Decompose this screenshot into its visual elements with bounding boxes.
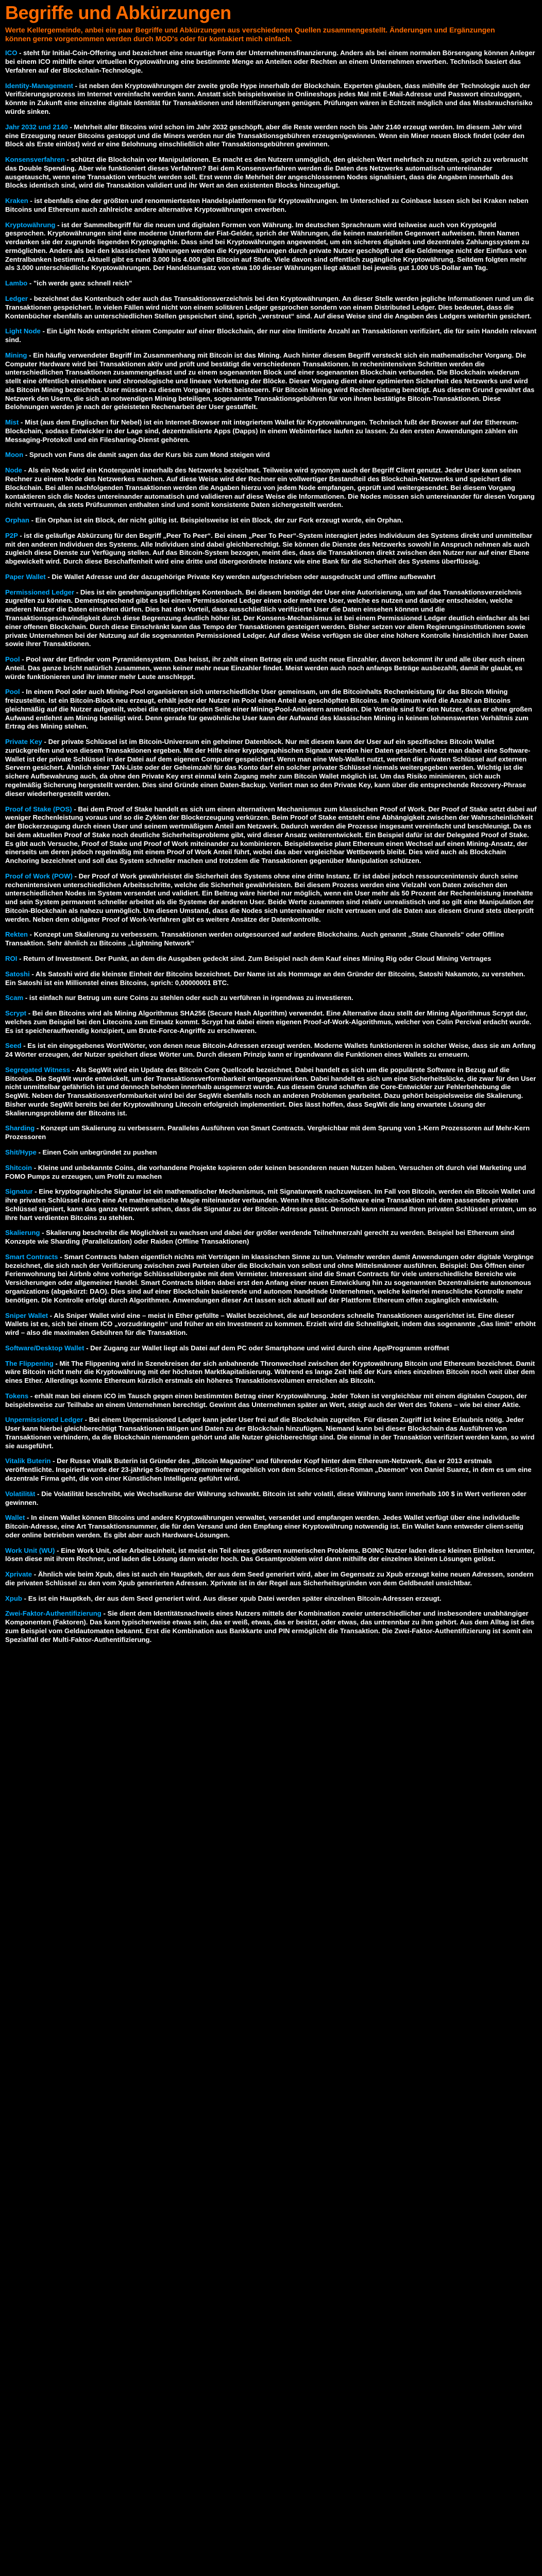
glossary-entry — [5, 805, 537, 866]
glossary-list — [5, 49, 537, 1651]
glossary-entry — [5, 1457, 537, 1483]
glossary-entry — [5, 49, 537, 75]
glossary-term: P2P — [5, 531, 18, 539]
glossary-term: Kraken — [5, 197, 28, 205]
glossary-definition: - In einem Pool oder auch Mining-Pool organisieren sich unterschiedliche User gemeinsam, um die Bitcoinhalts Rechenleistung für das Bitcoin Mining freizustellen. Ist ein Bitcoin-Block neu erzeugt, erhält jeder der Nutzer im Pool einen Anteil an geschöpften Bitcoins. Im Optimum wird die Anzahl an Bitcoins gleichmäßig auf die Nutzer aufgeteilt, wobei die entsprechenden Seite einer Mining-Pool-Anbietern anmelden. Die Vorteile sind für den Nutzer, dass er ohne großen Aufwand entlehnt am Mining beteiligt wird. Denn gerade für gewöhnliche User kann der Aufwand des klassischen Mining in keinem lohnenswerten Verhältnis zum Ertrag des Mining stehen. — [5, 688, 532, 731]
glossary-definition: - Bei dem Proof of Stake handelt es sich um einen alternativen Mechanismus zum klassischen Proof of Work. Der Proof of Stake setzt dabei auf weniger Rechenleistung voraus und so die Zyklen der Blockerzeugung verkürzen. Beim Proof of Stake entsteht eine Abhängigkeit zwischen der Wahrscheinlichkeit der Blockerzeugung durch einen User und seinem wertmäßigem Anteil am Netzwerk. Dadurch werden die Prozesse insgesamt vereinfacht und beschleunigt. Da es bei dem aktuellen Proof of Stake noch deutliche Sicherheitsprobleme gibt, wird dieser Ansatz weiterentwickelt. Ein Beispiel dafür ist der Delegated Proof of Stake. Es gibt auch Versuche, Proof of Stake und Proof of Work miteinander zu kombinieren. Beispielsweise plant Ethereum einen Wechsel auf einen Mining-Ansatz, der einerseits um deren jedoch regelmäßig mit einem Proof of Work Anteil führt, wobei das aber vergleichbar Wettbewerb bleibt. Dies wird auch als Blockchain Anchoring bezeichnet und soll das System schneller machen und trotzdem die Transaktionen gegenüber Manipulation schützen. — [5, 805, 537, 865]
glossary-entry — [5, 1312, 537, 1337]
glossary-term: Seed — [5, 1042, 22, 1050]
glossary-definition: - Bei einem Unpermissioned Ledger kann jeder User frei auf die Blockchain zugreifen. Für diesen Zugriff ist keine Erlaubnis nötig. Jeder User kann hierbei gleichberechtigt Transaktionen tätigen und Daten zu der Blockchain hinzufügen. Niemand kann bei dieser Blockchain das Ausführen von Transaktionen verhindern, da die Blockchain niemandem gehört und alle Nutzer gleichberechtigt sind. Die einmal in der Transaktion verifiziert werden kann, so wird sie ausgeführt. — [5, 1416, 535, 1450]
glossary-entry — [5, 1595, 537, 1603]
glossary-term: Permissioned Ledger — [5, 588, 75, 596]
glossary-definition: - erhält man bei einem ICO im Tausch gegen einen bestimmten Betrag einer Kryptowährung. Jeder Token ist vergleichbar mit einem digitalen Coupon, der beispielsweise zur Teilhabe an einem Unternehmen berechtigt. Gewinnt das Unternehmen später an Wert, steigt auch der Wert des Tokens – wie bei einer Aktie. — [5, 1392, 527, 1409]
glossary-entry — [5, 466, 537, 510]
glossary-term: Scrypt — [5, 1009, 27, 1018]
glossary-entry — [5, 970, 537, 988]
glossary-definition: - Es ist ein Hauptkeh, der aus dem Seed generiert wird. Aus dieser xpub Datei werden später einzelnen Bitcoin-Adressen erzeugt. — [24, 1594, 442, 1602]
glossary-term: Light Node — [5, 327, 41, 335]
glossary-entry — [5, 1392, 537, 1410]
glossary-entry — [5, 327, 537, 345]
glossary-term: Satoshi — [5, 970, 30, 978]
glossary-entry — [5, 156, 537, 190]
glossary-term: Skalierung — [5, 1229, 40, 1237]
glossary-definition: - ist neben den Kryptowährungen der zweite große Hype innerhalb der Blockchain. Experten glauben, dass mithilfe der Technologie auch der Verifizierungsprozess im Internet vereinfacht werden kann. Anstatt sich beispielsweise in Onlineshops jedes Mal mit E-Mail-Adresse und Passwort einzuloggen, könnte in Zukunft eine einzelne digitale Identität für Transaktionen und Identifizierungen genügen. Prüfungen wären in Echtzeit möglich und das Missbrauchsrisiko würde sinken. — [5, 81, 533, 115]
glossary-entry — [5, 1164, 537, 1181]
glossary-definition: - Pool war der Erfinder vom Pyramidensystem. Das heisst, ihr zahlt einen Betrag ein und sucht neue Einzahler, davon bekommt ihr und alle über euch einen Anteil. Das ganze bricht natürlich zusammen, wenn keiner mehr neue Einzahler findet. Meist werden auch noch anfangs Beträge ausbezahlt, damit ihr glaubt, es würde funktionieren und ihr immer mehr Leute anschleppt. — [5, 655, 525, 681]
glossary-term: Scam — [5, 994, 24, 1002]
glossary-term: Software/Desktop Wallet — [5, 1344, 84, 1352]
glossary-entry — [5, 1066, 537, 1118]
page-title: Begriffe und Abkürzungen — [5, 2, 231, 23]
glossary-definition: - Mist (aus dem Englischen für Nebel) ist ein Internet-Browser mit integriertem Wallet für Kryptowährungen. Technisch fußt der Browser auf der Ethereum-Blockchain, sodass Entwickler in der Lage sind, dezentralisierte Apps (Dapps) in einem Webinterface laufen zu lassen. Zu den ersten Anwendungen zählen ein Messaging-Protokoll und ein Filesharing-Dienst gehören. — [5, 418, 519, 444]
glossary-term: Shitcoin — [5, 1163, 32, 1172]
glossary-definition: - Der Russe Vitalik Buterin ist Gründer des „Bitcoin Magazine“ und führender Kopf hinter dem Ethereum-Netzwerk, das er 2013 erstmals veröffentlichte. Inspiriert wurde der 23-jährige Softwareprogrammierer angeblich von dem Science-Fiction-Roman „Daemon“ von Daniel Suarez, in dem es um eine dezentrale Firma geht, die von einer Künstlichen Intelligenz geführt wird. — [5, 1457, 532, 1482]
glossary-definition: - ist einfach nur Betrug um eure Coins zu stehlen oder euch zu verführen in irgendwas zu investieren. — [25, 994, 353, 1002]
glossary-entry — [5, 1253, 537, 1305]
glossary-term: Konsensverfahren — [5, 156, 65, 164]
glossary-definition: - Mit The Flippening wird in Szenekreisen der sich anbahnende Thronwechsel zwischen der Kryptowährung Bitcoin und Ethereum bezeichnet. Damit wäre Bitcoin nicht mehr die Kryptowährung mit der höchsten Marktkapitalisierung. Während es lange Zeit hieß der Kurs eines einzelnen Bitcoin noch weit über dem eines Ether. Allerdings konnte Ethereum kürzlich erstmals ein höheres Transaktionsvolumen erreichen als Bitcoin. — [5, 1359, 535, 1385]
glossary-entry — [5, 1609, 537, 1644]
glossary-term: Proof of Work (POW) — [5, 872, 73, 880]
glossary-term: Proof of Stake (POS) — [5, 805, 72, 813]
glossary-definition: - Als SegWit wird ein Update des Bitcoin Core Quellcode bezeichnet. Dabei handelt es sich um die populärste Software in Bezug auf die Bitcoins. Die SegWit wurde entwickelt, um der Transaktionsverformbarkeit entgegenzuwirken. Dabei handelt es sich um eine Sicherheitslücke, die zwar für den User nicht unmittelbar gefährlich ist und dennoch behoben innerhalb ausgemerzt wurde. Aus diesem Grund schaffen die Core-Entwickler zur Fehlerbehebung die SegWit. Neben der Transaktionsverformbarkeit wird bei der SegWit ebenfalls noch an anderen Problemen gearbeitet. Dazu gehört beispielsweise die Skalierung. Bisher wurde SegWit bereits bei der Kryptowährung Litecoin erfolgreich implementiert. Dies lässt hoffen, dass SegWit die lang erwartete Lösung der Skalierungsprobleme der Bitcoins ist. — [5, 1065, 536, 1117]
glossary-term: Orphan — [5, 516, 29, 524]
glossary-entry — [5, 688, 537, 731]
glossary-term: Unpermissioned Ledger — [5, 1416, 83, 1424]
glossary-term: Mist — [5, 418, 19, 427]
glossary-entry — [5, 1124, 537, 1142]
glossary-definition: - Der Proof of Work gewährleistet die Sicherheit des Systems ohne eine dritte Instanz. Er ist dabei jedoch ressourcenintensiv durch seine rechenintensiven unterschiedlichen Arbeitsschritte, welche die Sicherheit gewährleisten. Bei diesem Prozess werden eine Vielzahl von Daten zwischen den unterschiedlichen Nodes im System versendet und validiert. Ein Beitrag wäre hierbei nur möglich, wenn ein User mehr als 50 Prozent der Rechenleistung innehätte und sein System permanent schneller arbeitet als die Systeme der anderen User. Beide Werte zusammen sind relativ unrealistisch und so gilt eine Manipulation der Bitcoin-Blockchain als nahezu unmöglich. Um diesen Umstand, dass die Nodes sich untereinander nicht vertrauen und die Daten aus diesem Grund stets überprüft werden. Neben dem obligater Proof of Work-Verfahren gibt es weitere Ansätze der Datenkontrolle. — [5, 872, 534, 923]
glossary-definition: - Ein Orphan ist ein Block, der nicht gültig ist. Beispielsweise ist ein Block, der zur Fork erzeugt wurde, ein Orphan. — [31, 516, 403, 524]
glossary-term: Wallet — [5, 1514, 25, 1522]
glossary-term: Identity-Management — [5, 81, 73, 90]
glossary-term: Xpub — [5, 1594, 22, 1602]
glossary-term: Lambo — [5, 279, 28, 287]
glossary-entry — [5, 1344, 537, 1353]
glossary-term: Pool — [5, 655, 20, 664]
glossary-entry — [5, 1042, 537, 1059]
glossary-entry — [5, 123, 537, 149]
glossary-term: Moon — [5, 451, 24, 459]
glossary-definition: - Spruch von Fans die damit sagen das der Kurs bis zum Mond steigen wird — [25, 451, 270, 459]
glossary-entry — [5, 1547, 537, 1564]
glossary-entry — [5, 295, 537, 320]
glossary-entry — [5, 573, 537, 582]
glossary-term: Kryptowährung — [5, 221, 56, 229]
glossary-definition: - Eine kryptographische Signatur ist ein mathematischer Mechanismus, mit Signaturwerk nachzuweisen. Im Fall von Bitcoin, werden ein Bitcoin Wallet und ihre privaten Schlüssel durch eine Art mathematische Magie miteinander verbunden. Wenn Ihre Bitcoin-Software eine Transaktion mit dem passenden privaten Schlüssel signiert, kann das ganze Netzwerk sehen, dass die Signatur zu der Bitcoin-Adresse passt. Dennoch kann niemand Ihren privaten Schlüssel erraten, um so Ihre hart verdienten Bitcoins zu stehlen. — [5, 1188, 537, 1222]
glossary-entry — [5, 351, 537, 412]
glossary-definition: - Einen Coin unbegründet zu pushen — [38, 1148, 157, 1157]
glossary-entry — [5, 1009, 537, 1035]
glossary-definition: - Smart Contracts haben eigentlich nichts mit Verträgen im klassischen Sinne zu tun. Vielmehr werden damit Anwendungen oder digitale Vorgänge bezeichnet, die sich nach der Verifizierung zwischen zwei Parteien über die Blockchain von selbst und ohne Mittelsmänner ausführen. Beispiel: Das Öffnen einer Ferienwohnung bei Airbnb ohne vorherige Schlüsselübergabe mit dem Vermieter. Interessant sind die Smart Contracts für viele unterschiedliche Bereiche wie Versicherungen oder allgemeiner Handel. Smart Contracts bilden dabei erst den Anfang einer neuen Entwicklung hin zu sogenannten Dezentralisierte autonomous organizations (abgekürzt: DAO). Dies sind auf einer Blockchain basierende und autonom handelnde Unternehmen, welche keinerlei menschliche Kontrolle mehr benötigen. Die Kontrolle erfolgt durch Algorithmen. Anwendungen dieser Art lassen sich aktuell auf der Plattform Ethereum offen zugänglich entwickeln. — [5, 1252, 534, 1304]
glossary-entry — [5, 1360, 537, 1385]
glossary-term: ICO — [5, 49, 18, 57]
glossary-entry — [5, 994, 537, 1003]
glossary-definition: - Ähnlich wie beim Xpub, dies ist auch ein Hauptkeh, der aus dem Seed generiert wird, aber im Gegensatz zu Xpub erzeugt keine neuen Adressen, sondern die privaten Schlüssel zu den vom Xpub generierten Adressen. Xprivate ist in der Regel aus Sicherheitsgründen von dem Geldbeutel unsichtbar. — [5, 1570, 534, 1587]
glossary-definition: - Es ist ein eingegebenes Wort/Wörter, von denen neue Bitcoin-Adressen erzeugt werden. Moderne Wallets funktionieren in solcher Weise, dass sie am Anfang 24 Wörter erzeugen, der Nutzer speichert diese Wörter um. Durch diesem Prinzip kann er irgendwann die Funktionen eines Wallets zu erneuern. — [5, 1042, 536, 1059]
glossary-term: Pool — [5, 688, 20, 696]
glossary-term: Xprivate — [5, 1570, 32, 1579]
glossary-term: Signatur — [5, 1188, 33, 1196]
glossary-definition: - Der Zugang zur Wallet liegt als Datei auf dem PC oder Smartphone und wird durch eine App/Programm eröffnet — [86, 1344, 449, 1352]
glossary-entry — [5, 516, 537, 525]
glossary-definition: - Als ein Node wird ein Knotenpunkt innerhalb des Netzwerks bezeichnet. Teilweise wird synonym auch der Begriff Client genutzt. Jeder User kann seinen Rechner zu einem Node des Netzwerkes machen. Auf diese Weise wird der Rechner ein vollwertiger Bestandteil des Blockchain-Netzwerks und speichert die Blockchain. Bei allen nachfolgenden Transaktionen werden die Angaben hierzu von jedem Node empfangen, geprüft und weitergesendet. Bei diesem Vorgang kontaktieren sich die Nodes untereinander automatisch und validieren auf diese Weise die Informationen. Die Nodes müssen sich untereinander für diesen Vorgang nicht vertrauen, da stets Prüfsummen enthalten sind und somit konsistente Daten sichergestellt werden. — [5, 466, 535, 509]
glossary-term: Node — [5, 466, 22, 474]
glossary-entry — [5, 279, 537, 288]
glossary-definition: - Der private Schlüssel ist im Bitcoin-Universum ein geheimer Datenblock. Nur mit diesem kann der User auf ein spezifisches Bitcoin Wallet zurückgreifen und von diesem Transaktionen ergeben. Mit der Hilfe einer kryptographischen Signatur werden hier Daten gesichert. Nutzt man dabei eine Software-Wallet ist der private Schlüssel in der Datei auf dem eigenen Computer gespeichert. Wenn man eine Web-Wallet nutzt, werden die privaten Schlüssel auf externen Servern gesichert. Ähnlich einer TAN-Liste oder der Geheimzahl für das Konto darf ein solcher privater Schlüssel niemals weitergegeben werden. Wichtig ist die sichere Aufbewahrung auch, da ohne den Private Key erst einmal kein Zugang mehr zum Bitcoin Wallet möglich ist. Um das Risiko minimieren, sich auch regelmäßig Sicherung hergestellt werden. Dies sind Gründe einen Daten-Backup. Verliert man so den Private Key, kann über die entsprechende Recovery-Phrase dieser wiederhergestellt werden. — [5, 738, 531, 798]
glossary-definition: - Konzept um Skalierung zu verbessern. Paralleles Ausführen von Smart Contracts. Vergleichbar mit dem Sprung von 1-Kern Prozessoren auf Mehr-Kern Prozessoren — [5, 1124, 530, 1141]
glossary-term: Jahr 2032 und 2140 — [5, 123, 68, 131]
glossary-definition: - ist ebenfalls eine der größten und renommiertesten Handelsplattformen für Kryptowährungen. Im Unterschied zu Coinbase lassen sich bei Kraken neben Bitcoins und Ethereum auch zahlreiche andere alternative Kryptowährungen erwerben. — [5, 197, 529, 213]
glossary-definition: - schützt die Blockchain vor Manipulationen. Es macht es den Nutzern unmöglich, den gleichen Wert mehrfach zu nutzen, sprich zu verbraucht das Double Spending. Aber wie funktioniert dieses Verfahren? Bei dem Konsensverfahren werden die Daten des Netzwerks automatisch untereinander ausgetauscht, wenn eine Transaktion verbucht werden soll. Erst wenn die Mehrheit der angeschlossenen Nodes signalisiert, dass die Angaben innerhalb des Blocks identisch sind, wird die Transaktion validiert und ihr Wert an den existenten Blocks hinzugefügt. — [5, 156, 528, 190]
glossary-definition: - In einem Wallet können Bitcoins und andere Kryptowährungen verwaltet, versendet und empfangen werden. Jedes Wallet verfügt über eine individuelle Bitcoin-Adresse, eine Art Transaktionsnummer, die für den Versand und den Empfang einer Kryptowährung notwendig ist. Ein Wallet kann entweder client-seitig oder online betrieben werden. Es gibt aber auch Hardware-Lösungen. — [5, 1514, 523, 1539]
glossary-term: Segregated Witness — [5, 1065, 70, 1074]
glossary-definition: - Mehrheit aller Bitcoins wird schon im Jahr 2032 geschöpft, aber die Reste werden noch bis Jahr 2140 erzeugt werden. Im diesem Jahr wird eine Erzeugung neuer Bitcoins gestoppt und die Miners werden nur die Transaktionsgebühren erzeugen/gewinnen. Wenn ein Miner neuen Block findet (oder den Block als Erste einlöst) wird er eine Belohnung einschließlich aller Transaktionsgebühren gewinnen. — [5, 123, 524, 148]
glossary-definition: - Ein häufig verwendeter Begriff im Zusammenhang mit Bitcoin ist das Mining. Auch hinter diesem Begriff versteckt sich ein mathematischer Vorgang. Die Computer Hardware wird bei Transaktionen aktiv und prüft und bestätigt die verschiedenen Transaktionen. In rechenintensiven Schritten werden die unterschiedlichen Transaktionen zusammengefasst und zu einem sogenannten Block und einer sogenannten Blockchain verbunden. Die Blockchain wiederum stellt eine öffentlich einsehbare und chronologische und lineare Verkettung der Blöcke. Dieser Vorgang dient einer optimierten Sicherheit des Netzwerks und wird als Bitcoin Mining bezeichnet. User müssen zu diesem Vorgang nichts beisteuern. Für Bitcoin Mining wird Rechenleistung benötigt. Aus diesem Grund gewährt das Netzwerk den Usern, die sich an notwendigen Mining beteiligen, sogenannte Transaktionsgebühren für von ihnen bestätigte Bitcoin-Transaktionen. Diese Belohnungen werden je nach der geleisteten Rechenarbeit der User gestaffelt. — [5, 351, 535, 411]
glossary-entry — [5, 1416, 537, 1450]
glossary-term: Zwei-Faktor-Authentifizierung — [5, 1609, 101, 1618]
glossary-entry — [5, 532, 537, 566]
glossary-term: Work Unit (WU) — [5, 1546, 55, 1554]
glossary-entry — [5, 1148, 537, 1157]
glossary-definition: - Ein Light Node entspricht einem Computer auf einer Blockchain, der nur eine limitierte Anzahl an Transaktionen verifiziert, die für sein Handeln relevant sind. — [5, 327, 537, 344]
glossary-term: Vitalik Buterin — [5, 1457, 51, 1465]
page-intro: Werte Kellergemeinde, anbei ein paar Begriffe und Abkürzungen aus verschiedenen Quellen zusammengestellt. Änderungen und Ergänzungen können gerne vorgenommen werden durch MOD's oder für kontakiert mich einfach. — [5, 25, 495, 43]
glossary-entry — [5, 738, 537, 798]
glossary-entry — [5, 82, 537, 116]
glossary-entry — [5, 955, 537, 963]
glossary-entry — [5, 1229, 537, 1246]
glossary-term: Volatilität — [5, 1489, 36, 1498]
glossary-definition: - Kleine und unbekannte Coins, die vorhandene Projekte kopieren oder keinen besonderen neuen Nutzen haben. Versuchen oft durch viel Marketing und FOMO Pumps zu erzeugen, um Profit zu machen — [5, 1163, 527, 1180]
glossary-definition: - Skalierung beschreibt die Möglichkeit zu wachsen und dabei der größer werdende Teilnehmerzahl gerecht zu werden. Beispiel bei Ethereum sind Konzepte wie Sharding (Parallelization) oder Raiden (Offline Transaktionen) — [5, 1229, 515, 1246]
glossary-entry — [5, 451, 537, 460]
glossary-definition: - Sie dient dem Identitätsnachweis eines Nutzers mittels der Kombination zweier unterschiedlicher und insbesondere unabhängiger Komponenten (Faktoren). Das kann typischerweise etwas sein, das er weiß, etwas, das er besitzt, oder etwas, das untrennbar zu ihm gehört. Aus dem Alltag ist dies zum Beispiel vom Geldautomaten bekannt. Erst die Kombination aus Bankkarte und PIN ermöglicht die Transaktion. Die Zwei-Faktor-Authentifizierung ist somit ein Spezialfall der Multi-Faktor-Authentifizierung. — [5, 1609, 535, 1643]
glossary-definition: - Die Volatilität beschreibt, wie Wechselkurse der Währung schwankt. Bitcoin ist sehr volatil, diese Währung kann innerhalb 100 $ in Wert verlieren oder gewinnen. — [5, 1489, 527, 1506]
glossary-definition: - bezeichnet das Kontenbuch oder auch das Transaktionsverzeichnis bei den Kryptowährungen. An dieser Stelle werden jegliche Informationen rund um die Transaktionen gespeichert. In vielen Fällen wird nicht von einem solitären Ledger gesprochen sondern von einem Distributed Ledger. Dies bedeutet, dass die Kontenbücher ebenfalls an unterschiedlichen Stellen gespeichert sind, sprich „verstreut“ sind. Auf diese Weise sind die Angaben des Ledgers weiterhin gesichert. — [5, 295, 534, 320]
glossary-term: Shit/Hype — [5, 1148, 37, 1157]
glossary-definition: - Als Satoshi wird die kleinste Einheit der Bitcoins bezeichnet. Der Name ist als Hommage an den Gründer der Bitcoins, Satoshi Nakamoto, zu verstehen. Ein Satoshi ist ein Millionstel eines Bitcoins, sprich: 0,00000001 BTC. — [5, 970, 526, 987]
glossary-definition: - Return of Investment. Der Punkt, an dem die Ausgaben gedeckt sind. Zum Beispiel nach dem Kauf eines Mining Rig oder Cloud Mining Vertrages — [19, 955, 492, 962]
glossary-term: Paper Wallet — [5, 572, 46, 581]
glossary-definition: - steht für Initial-Coin-Offering und bezeichnet eine neuartige Form der Unternehmensfinanzierung. Anders als bei einem normalen Börsengang können Anleger bei einem ICO mithilfe einer virtuellen Kryptowährung eine bestimmte Menge an Anteilen oder Rechten an einem Unternehmen erwerben. Technisch basiert das Verfahren auf der Blockchain-Technologie. — [5, 49, 535, 74]
glossary-entry — [5, 1490, 537, 1507]
glossary-term: Private Key — [5, 738, 42, 746]
glossary-term: Mining — [5, 351, 27, 359]
glossary-definition: - Konzept um Skalierung zu verbessern. Transaktionen werden outgesourced auf andere Blockchains. Auch genannt „State Channels“ oder Offline Transaktion. Sehr ähnlich zu Bitcoins „Lightning Network“ — [5, 930, 504, 947]
glossary-entry — [5, 221, 537, 273]
glossary-definition: - Dies ist ein genehmigungspflichtiges Kontenbuch. Bei diesem benötigt der User eine Autorisierung, um auf das Transaktionsverzeichnis zugreifen zu können. Dementsprechend gibt es bei einem Permissioned Ledger einen oder mehrere User, welche es nutzen und darüber entscheiden, welche anderen Nutzer die Daten einsehen dürfen. Dies hat den Vorteil, dass ausschließlich verifizierte User die Daten einsehen können und die Transaktionsgeschwindigkeit durch diese Begrenzung deutlich höher ist. Der Konsens-Mechanismus ist bei einem Permissioned Ledger deutlich einfacher als bei einer offenen Blockchain. Durch diese Einschränkt kann das Tempo der Transaktionen gesteigert werden. Bisher setzen vor allem Regierungsinstitutionen sowie private Unternehmen bei der Nutzung auf die sogenannten Permissioned Ledger. Auf diese Weise verfügen sie über eine höhere Kontrolle hinsichtlich ihrer Daten sowie ihrer Transaktionen. — [5, 588, 530, 648]
glossary-entry — [5, 930, 537, 948]
glossary-definition: - ist die geläufige Abkürzung für den Begriff „Peer To Peer“. Bei einem „Peer To Peer“-System interagiert jedes Individuum des Systems direkt und unmittelbar mit den anderen Individuen des Systems. Alle Individuen sind dabei gleichberechtigt. Sie können die Dienste des Netzwerks sowohl in Anspruch nehmen als auch zugleich diese Dienste zur Verfügung stellen. Auf das Bitcoin-System bezogen, meint dies, dass die Transaktionen direkt zwischen den Nutzer nur auf einer Ebene abgewickelt wird. Durch diese Beschaffenheit wird eine dritte und übergeordnete Instanz wie eine Bank für die Sicherheit des Systems überflüssig. — [5, 531, 533, 566]
glossary-definition: - Eine Work Unit, oder Arbeitseinheit, ist meist ein Teil eines größeren numerischen Problems. BOINC Nutzer laden diese kleinen Einheiten herunter, lösen diese mit ihrem Rechner, und laden die Lösung dann wieder hoch. Das Gesamtproblem wird dann mithilfe der einzelnen kleinen Lösungen gelöst. — [5, 1546, 535, 1563]
glossary-term: ROI — [5, 955, 18, 962]
glossary-definition: - ist der Sammelbegriff für die neuen und digitalen Formen von Währung. Im deutschen Sprachraum wird teilweise auch von Kryptogeld gesprochen. Kryptowährungen sind eine moderne Unterform der Fiat-Gelder, sprich der Währungen, die keinen materiellen Gegenwert aufweisen. Ihren Namen verdanken sie der zugrunde liegenden Kryptographie. Dass sind bei Kryptowährungen angewendet, um ein sicheres digitales und dezentrales Zahlungssystem zu ermöglichen. Anders als bei den klassischen Währungen werden die Kryptowährungen durch private Nutzer geschöpft und die Geldmenge nicht der Einfluss von Zentralbanken bestimmt. Aktuell gibt es rund 3.000 bis 4.000 gibt Bitcoin auf Stufe. Viele davon sind offentlich zugängliche Kryptowährung. Seitdem folgten mehr als 3.000 unterschiedliche Kryptowährungen. Der Handelsumsatz von etwa 100 dieser Währungen liegt aktuell bei jeweils gut 1.000 US-Dollar am Tag. — [5, 221, 530, 272]
glossary-term: Sharding — [5, 1124, 35, 1132]
glossary-entry — [5, 655, 537, 681]
glossary-entry — [5, 1514, 537, 1539]
glossary-entry — [5, 1188, 537, 1222]
glossary-definition: - Bei den Bitcoins wird als Mining Algorithmus SHA256 (Secure Hash Algorithm) verwendet. Eine Alternative dazu stellt der Mining Algorithmus Scrypt dar, welches zum Beispiel bei den Litecoins zum Einsatz kommt. Scrypt hat dabei einen eigenen Proof-of-Work-Algorithmus, welcher von Colin Percival erdacht wurde. Es ist speicherauffwendig konzipiert, um Brute-Force-Angriffe zu erschweren. — [5, 1009, 532, 1035]
glossary-term: The Flippening — [5, 1359, 54, 1367]
glossary-term: Tokens — [5, 1392, 29, 1400]
glossary-entry — [5, 588, 537, 649]
glossary-definition: - Die Wallet Adresse und der dazugehörige Private Key werden aufgeschrieben oder ausgedruckt und offline aufbewahrt — [47, 572, 436, 581]
glossary-entry — [5, 1570, 537, 1588]
glossary-definition: - "ich werde ganz schnell reich" — [29, 279, 132, 287]
glossary-entry — [5, 197, 537, 214]
glossary-term: Sniper Wallet — [5, 1311, 48, 1319]
glossary-entry — [5, 418, 537, 444]
glossary-term: Ledger — [5, 295, 28, 302]
glossary-entry — [5, 872, 537, 924]
glossary-term: Rekten — [5, 930, 28, 939]
glossary-term: Smart Contracts — [5, 1252, 58, 1261]
glossary-definition: - Als Sniper Wallet wird eine – meist in Ether gefüllte – Wallet bezeichnet, die auf besonders schnelle Transaktionen ausgerichtet ist. Eine dieser Wallets ist es, sich bei einem ICO „vorzudrängeln“ und früher an ein Investment zu kommen. Erzielt wird die Schnelligkeit, indem das sogenannte „Gas limit“ erhöht wird – also die maximalen Gebühren für die Transaktion. — [5, 1311, 536, 1337]
